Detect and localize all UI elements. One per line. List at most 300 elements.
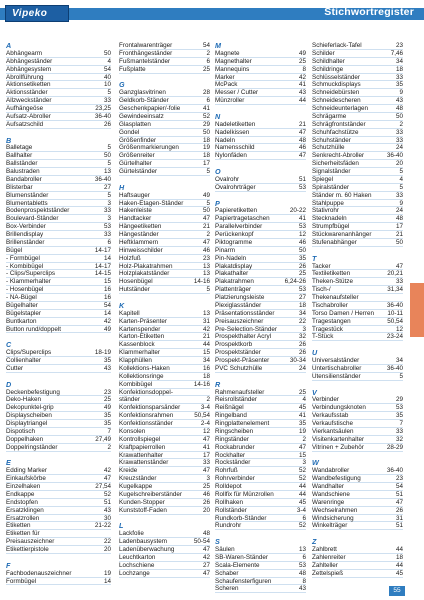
index-term: Stückwarenanhänger — [312, 231, 372, 238]
index-letter-heading — [215, 381, 306, 389]
index-page-ref: 46 — [202, 246, 210, 254]
index-page-ref: 19 — [298, 427, 306, 435]
index-term: Holz-Plakatrahmen — [119, 262, 173, 270]
index-term: Hutständer — [119, 286, 150, 294]
index-term: Textiletiketten — [312, 270, 351, 278]
index-column-3 — [215, 42, 306, 593]
index-page-ref: 6 — [206, 57, 210, 65]
index-term: Kartenspender — [119, 325, 161, 333]
index-page-ref: 44 — [298, 490, 306, 498]
index-page-ref: 6,24-26 — [284, 278, 306, 286]
index-term: Tragestück — [312, 325, 343, 333]
index-term: Blumentabletts — [6, 199, 48, 207]
index-term: Thekenaufsteller — [312, 294, 359, 301]
index-letter: M — [215, 41, 221, 50]
index-term: Button rund/doppelt — [6, 325, 61, 333]
index-page-ref: 48 — [395, 105, 403, 112]
index-term: Fußplatte — [119, 65, 146, 73]
index-term: Aufsatz-Abroller — [6, 112, 51, 120]
index-term: Größenfinder — [119, 136, 157, 144]
index-term: Nadeln — [215, 136, 235, 144]
index-entry — [6, 538, 111, 546]
index-entry — [215, 507, 306, 515]
index-entry — [6, 467, 111, 475]
index-term: Rundkorb-Ständer — [215, 514, 267, 522]
index-entry — [312, 491, 403, 499]
index-page-ref: 4 — [399, 175, 403, 183]
index-page-ref: 34 — [298, 309, 306, 317]
index-term: Plattenträger — [215, 286, 252, 294]
index-page-ref: 35 — [103, 412, 111, 420]
index-term: Vitrinen + Zubehör — [312, 443, 364, 451]
index-term: Abrollführung — [6, 73, 44, 81]
index-entry — [215, 570, 306, 578]
index-page-ref: 24 — [298, 364, 306, 372]
index-page-ref: 18 — [202, 372, 210, 380]
index-letter-heading — [119, 522, 210, 530]
index-term: Aktionsständer — [6, 89, 48, 97]
index-term: Schmuckdisplays — [312, 81, 361, 89]
index-entry — [119, 66, 210, 74]
index-page-ref: 36-40 — [94, 112, 111, 120]
index-page-ref: 51 — [395, 490, 403, 498]
index-term: Pin-Nadeln — [215, 254, 247, 262]
index-term: Karten-Präsenter — [119, 317, 167, 325]
index-entry — [6, 113, 111, 121]
index-entry — [312, 152, 403, 160]
index-page-ref: 3-4 — [200, 404, 210, 412]
index-entry — [6, 349, 111, 357]
index-entry — [215, 467, 306, 475]
index-term: Verkaufsstab — [312, 412, 349, 420]
index-term: Senkrecht-Abroller — [312, 152, 365, 160]
index-term: Buntkarton — [6, 317, 37, 325]
index-letter-heading — [312, 255, 403, 263]
index-page-ref: 12 — [395, 325, 403, 333]
index-entry — [215, 522, 306, 530]
index-entry — [119, 357, 210, 365]
index-entry — [119, 404, 210, 412]
index-entry — [215, 428, 306, 436]
index-entry — [215, 66, 306, 74]
index-spacer — [6, 554, 111, 562]
index-term: Hängeetiketten — [119, 223, 162, 231]
index-term: Hängeständer — [119, 231, 159, 238]
index-entry — [119, 168, 210, 176]
index-entry — [119, 326, 210, 334]
index-term: Schrägarme — [312, 112, 347, 120]
index-page-ref: 47 — [103, 475, 111, 483]
index-term: Box-Verbinder — [6, 223, 46, 231]
index-term: Plakathalter — [215, 270, 249, 278]
index-term: Brillenständer — [6, 238, 45, 246]
index-term: Kapitell — [119, 309, 140, 317]
index-entry — [312, 396, 403, 404]
index-entry — [215, 562, 306, 570]
index-page-ref: 33 — [395, 136, 403, 144]
index-page-ref: 46 — [298, 238, 306, 246]
index-entry — [312, 81, 403, 89]
index-term: Zettelspieß — [312, 569, 344, 577]
index-page-ref: 2 — [206, 231, 210, 238]
index-term: Magnete — [215, 49, 240, 57]
index-entry — [119, 200, 210, 208]
index-entry — [215, 58, 306, 66]
index-page-ref: 35 — [395, 81, 403, 89]
index-spacer — [312, 247, 403, 255]
index-entry — [215, 207, 306, 215]
index-page-ref: 5 — [206, 168, 210, 175]
index-term: Verbindungsknoten — [312, 404, 366, 412]
index-entry — [215, 302, 306, 310]
index-term: Rockständer — [215, 459, 251, 467]
index-term: Stecknadeln — [312, 215, 347, 223]
index-term: Ringplattenelement — [215, 420, 270, 427]
index-entry — [119, 459, 210, 467]
index-entry — [215, 310, 306, 318]
index-page-ref: 2 — [302, 435, 306, 443]
index-entry — [312, 176, 403, 184]
index-entry — [312, 168, 403, 176]
index-letter-heading — [215, 168, 306, 176]
index-entry — [6, 578, 111, 586]
index-entry — [119, 333, 210, 341]
index-entry — [312, 207, 403, 215]
index-entry — [312, 58, 403, 66]
index-page-ref: 21 — [298, 120, 306, 128]
index-term: Edding Marker — [6, 467, 47, 475]
index-term: Kollektionsringe — [119, 372, 164, 380]
index-entry — [6, 357, 111, 365]
index-page-ref: 33 — [395, 278, 403, 286]
index-page-ref: 25 — [298, 57, 306, 65]
index-page-ref: 3 — [302, 459, 306, 467]
index-term: Blumenständer — [6, 191, 49, 199]
index-entry — [119, 341, 210, 349]
index-page-ref: 41 — [298, 215, 306, 223]
index-entry — [312, 105, 403, 113]
index-term: - Formbügel — [6, 254, 40, 262]
index-term: Lochschiene — [119, 561, 155, 569]
index-entry — [119, 286, 210, 294]
index-letter-heading — [119, 81, 210, 89]
index-page-ref: 2 — [206, 396, 210, 404]
index-term: Rohrverbinder — [215, 475, 255, 483]
index-term: Spiegel — [312, 175, 334, 183]
index-entry — [312, 42, 403, 50]
index-entry — [119, 152, 210, 160]
index-entry — [6, 74, 111, 82]
index-term: Aktionsetiketten — [6, 81, 51, 89]
index-entry — [215, 333, 306, 341]
index-page-ref: 13 — [202, 309, 210, 317]
index-term: Bandabroller — [6, 175, 42, 183]
index-term: Abhängearm — [6, 49, 43, 57]
index-page-ref: 28-29 — [386, 443, 403, 451]
index-page-ref: 51 — [103, 498, 111, 506]
index-term: Fronthängeständer — [119, 49, 173, 57]
index-page-ref: 5 — [107, 191, 111, 199]
index-entry — [312, 129, 403, 137]
index-page-ref: 25 — [103, 396, 111, 404]
index-page-ref: 8 — [302, 577, 306, 585]
index-page-ref: 41 — [298, 81, 306, 89]
index-page-ref: 50 — [202, 128, 210, 136]
index-page-ref: 25 — [202, 65, 210, 73]
index-term: Schuhständer — [312, 136, 351, 144]
index-letter: L — [119, 521, 124, 531]
index-term: Displaytriangel — [6, 420, 48, 427]
index-entry — [215, 349, 306, 357]
index-page-ref: 18 — [395, 65, 403, 73]
index-entry — [215, 357, 306, 365]
index-page-ref: 51 — [298, 175, 306, 183]
index-page-ref: 43 — [395, 97, 403, 105]
index-term: Größenreiter — [119, 152, 155, 160]
index-page-ref: 16 — [103, 294, 111, 301]
index-page-ref: 5 — [399, 183, 403, 191]
index-term: Nylonfäden — [215, 152, 247, 160]
index-term: Parallelverbinder — [215, 223, 263, 231]
index-entry — [312, 200, 403, 208]
index-term: Kunden-Stopper — [119, 498, 165, 506]
index-page-ref: 50,54 — [387, 317, 403, 325]
index-entry — [119, 129, 210, 137]
index-page-ref: 43 — [298, 89, 306, 97]
index-entry — [6, 499, 111, 507]
index-entry — [119, 42, 210, 50]
index-term: Universalständer — [312, 357, 360, 364]
index-entry — [312, 66, 403, 74]
index-page-ref: 50 — [103, 152, 111, 160]
index-page-ref: 30-34 — [289, 357, 306, 364]
index-page-ref: 49 — [103, 404, 111, 412]
index-entry — [119, 255, 210, 263]
index-term: Ganzglasvitrinen — [119, 89, 166, 97]
index-term: Schieferlack-Tafel — [312, 42, 362, 49]
index-term: Wandschiene — [312, 490, 350, 498]
index-entry — [215, 365, 306, 373]
index-entry — [215, 231, 306, 239]
index-entry — [119, 396, 210, 404]
index-page-ref: 15 — [103, 278, 111, 286]
index-spacer — [6, 373, 111, 381]
index-entry — [119, 570, 210, 578]
index-page-ref: 43 — [298, 585, 306, 593]
index-page-ref: 17 — [202, 160, 210, 168]
index-page-ref: 32 — [298, 333, 306, 341]
index-term: Pre-Selection-Ständer — [215, 325, 277, 333]
index-page-ref: 6 — [302, 553, 306, 561]
index-page-ref: 53 — [298, 286, 306, 294]
index-entry — [312, 420, 403, 428]
index-spacer — [312, 381, 403, 389]
index-term: Schaber — [215, 569, 239, 577]
index-term: Kassenblock — [119, 341, 155, 349]
index-term: Haftsauger — [119, 191, 150, 199]
index-entry — [6, 404, 111, 412]
index-entry — [6, 168, 111, 176]
index-term: Karton-Etiketten — [119, 333, 165, 341]
index-term: Ballständer — [6, 160, 38, 168]
index-term: Platzierungsleiste — [215, 294, 265, 301]
index-entry — [6, 58, 111, 66]
index-page-ref: 20-22 — [289, 207, 306, 215]
index-term: Allzweckständer — [6, 97, 52, 105]
index-term: Blisterbar — [6, 183, 33, 191]
index-letter-heading — [215, 200, 306, 208]
index-column-2 — [119, 42, 210, 578]
index-entry — [215, 176, 306, 184]
index-term: Aufhängeöse — [6, 105, 44, 112]
index-term: Doppelhaken — [6, 435, 44, 443]
index-page-ref: 18 — [298, 301, 306, 309]
index-letter: O — [215, 167, 221, 176]
index-letter: T — [312, 253, 317, 263]
index-page-ref: 22 — [298, 317, 306, 325]
index-entry — [119, 160, 210, 168]
index-term: Kunststoff-Faden — [119, 506, 167, 514]
index-page-ref: 13 — [202, 270, 210, 278]
index-page-ref: 43 — [103, 364, 111, 372]
index-entry — [6, 105, 111, 113]
index-entry — [312, 554, 403, 562]
index-term: Fußmantelständer — [119, 57, 171, 65]
index-entry — [6, 263, 111, 271]
index-term: Schutzhülle — [312, 144, 345, 152]
index-letter-heading — [6, 137, 111, 145]
index-entry — [6, 318, 111, 326]
index-page-ref: 25 — [298, 270, 306, 278]
index-page-ref: 26 — [103, 120, 111, 128]
index-letter: E — [6, 458, 11, 468]
page-header — [0, 0, 424, 31]
index-entry — [215, 74, 306, 82]
index-entry — [312, 333, 403, 341]
section-side-tab — [410, 283, 424, 337]
page-number: 55 — [389, 586, 405, 596]
index-page-ref: 31 — [395, 514, 403, 522]
index-entry — [119, 247, 210, 255]
index-page-ref: 54 — [103, 301, 111, 309]
index-letter: G — [119, 80, 125, 90]
index-term: Rolldepot — [215, 483, 242, 490]
index-page-ref: 45 — [298, 498, 306, 506]
index-page-ref: 21 — [202, 223, 210, 231]
index-page-ref: 24 — [395, 207, 403, 215]
index-letter-heading — [312, 459, 403, 467]
index-page-ref: 33 — [103, 207, 111, 215]
index-entry — [312, 89, 403, 97]
index-page-ref: 33 — [395, 73, 403, 81]
index-entry — [6, 144, 111, 152]
index-page-ref: 3-4 — [296, 506, 306, 514]
index-entry — [312, 546, 403, 554]
index-page-ref: 2 — [399, 120, 403, 128]
index-term: Nadelkissen — [215, 128, 250, 136]
index-page-ref: 3 — [107, 199, 111, 207]
index-page-ref: 54 — [202, 42, 210, 49]
index-page-ref: 8 — [302, 65, 306, 73]
index-page-ref: 52 — [298, 522, 306, 530]
index-page-ref: 35 — [298, 254, 306, 262]
index-page-ref: 34 — [395, 57, 403, 65]
index-letter-heading — [6, 381, 111, 389]
index-entry — [312, 223, 403, 231]
index-page-ref: 50 — [395, 112, 403, 120]
index-spacer — [215, 530, 306, 538]
index-term: Rollständer — [215, 506, 247, 514]
index-term: Ovalrohr — [215, 175, 240, 183]
index-spacer — [6, 129, 111, 137]
index-entry — [119, 207, 210, 215]
index-page-ref: 18 — [395, 553, 403, 561]
index-entry — [119, 412, 210, 420]
index-page-ref: 14-15 — [94, 270, 111, 278]
index-page-ref: 47 — [395, 498, 403, 506]
index-entry — [119, 58, 210, 66]
index-entry — [215, 255, 306, 263]
index-entry — [312, 50, 403, 58]
index-page-ref: 51 — [395, 522, 403, 530]
index-entry — [6, 81, 111, 89]
index-term: Präsentationsständer — [215, 309, 275, 317]
index-term: Ersatzklingen — [6, 506, 44, 514]
index-entry — [312, 263, 403, 271]
index-page-ref: 26 — [298, 349, 306, 357]
index-entry — [312, 97, 403, 105]
index-page-ref: 9 — [399, 89, 403, 97]
index-entry — [119, 278, 210, 286]
index-term: Ringelband — [215, 412, 247, 420]
index-letter-heading — [215, 538, 306, 546]
index-page-ref: 44 — [395, 546, 403, 553]
index-page-ref: 48 — [395, 215, 403, 223]
index-letter-heading — [6, 562, 111, 570]
index-entry — [215, 81, 306, 89]
index-entry — [215, 50, 306, 58]
index-page-ref: 26 — [395, 506, 403, 514]
index-term: Schneidescheren — [312, 97, 361, 105]
index-page-ref: 49 — [298, 49, 306, 57]
index-letter: S — [215, 537, 220, 547]
index-page-ref: 50 — [202, 207, 210, 215]
brand-logo — [5, 5, 69, 22]
index-entry — [312, 444, 403, 452]
index-entry — [215, 499, 306, 507]
index-term: Wandbefestigung — [312, 475, 361, 483]
index-term: McPack — [215, 81, 238, 89]
index-term: Kreuzständer — [119, 475, 157, 483]
index-term: Strumpfbügel — [312, 223, 350, 231]
index-letter-heading — [6, 341, 111, 349]
index-term: Konfektionsständer — [119, 420, 173, 427]
index-entry — [215, 152, 306, 160]
index-page-ref: 44 — [298, 97, 306, 105]
index-page-ref: 6 — [107, 238, 111, 246]
index-entry — [312, 357, 403, 365]
index-term: Glasplatten — [119, 120, 151, 128]
index-term: Prospekthalter Acryl — [215, 333, 271, 341]
index-term: Deckenbefestigung — [6, 388, 60, 396]
index-term: Prospektkorb — [215, 341, 253, 349]
index-page-ref: 53 — [103, 223, 111, 231]
index-term: Fachbodenauszeichner — [6, 569, 72, 577]
index-page-ref: 41 — [202, 105, 210, 112]
index-page-ref: 9 — [399, 199, 403, 207]
index-entry — [215, 223, 306, 231]
index-page-ref: 50 — [395, 238, 403, 246]
